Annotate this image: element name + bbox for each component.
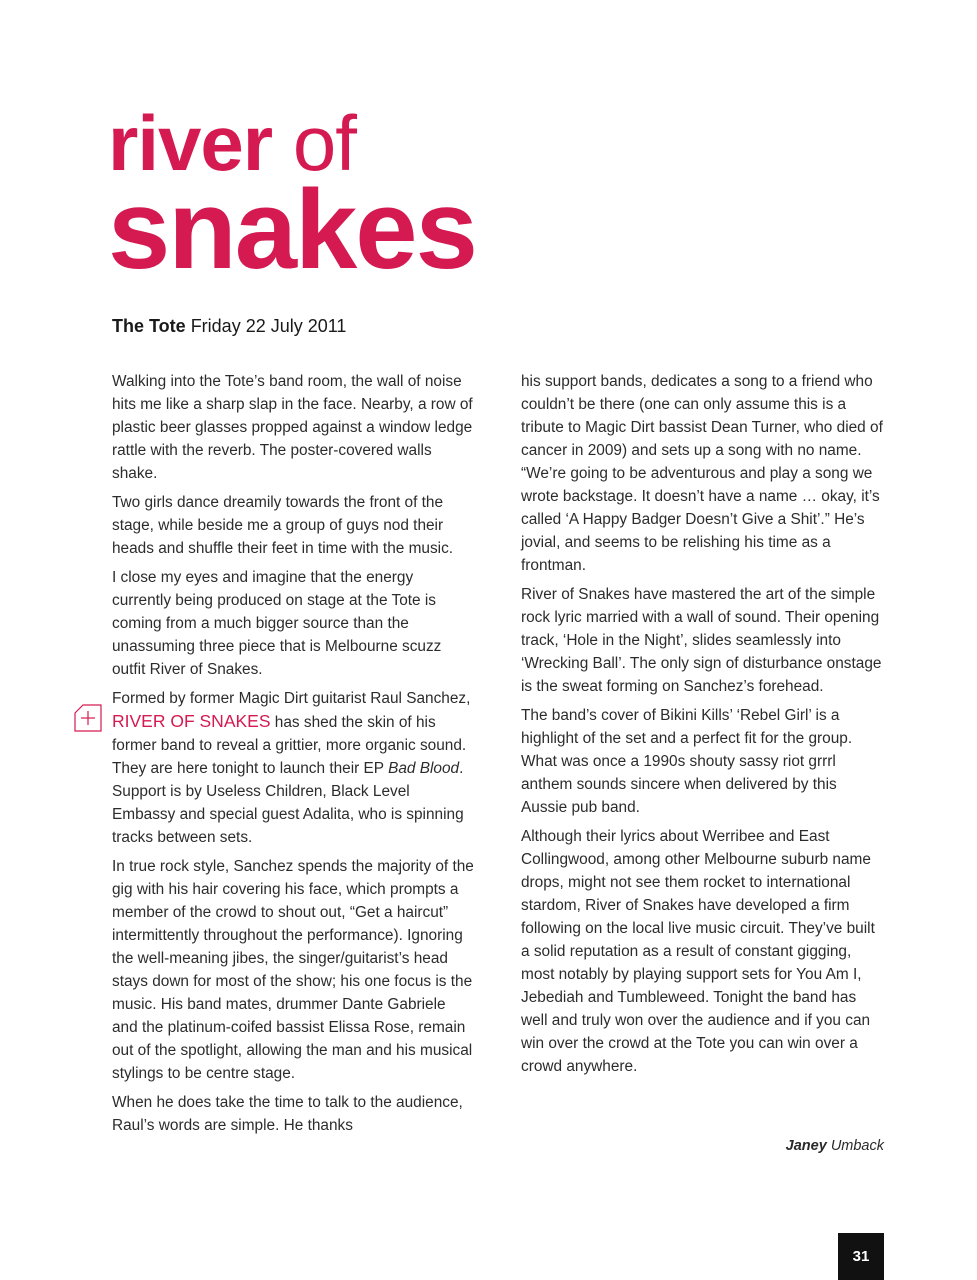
paragraph: In true rock style, Sanchez spends the majority of the gig with his hair covering his face, which prompts a member of the crowd to shout out, “Get a haircut” intermittently throughout the performance). Ignoring the well-meaning jibes, the singer/guitarist’s head stays down for most of the show; his one focus is the music. His band mates, drummer Dante Gabriele and the platinum-coifed bassist Elissa Rose, remain out of the spotlight, allowing the man and his musical stylings to be centre stage.: [112, 858, 474, 1082]
ep-title: Bad Blood: [388, 760, 460, 777]
paragraph: River of Snakes have mastered the art of the simple rock lyric married with a wall of sound. Their opening track, ‘Hole in the Night’, slides seamlessly into ‘Wrecking Ball’. The only sign of disturbance onstage is the sweat forming on Sanchez’s forehead.: [521, 586, 882, 695]
author-last-name: Umback: [830, 1138, 884, 1154]
plus-box-icon[interactable]: [74, 704, 102, 732]
paragraph: I close my eyes and imagine that the energy currently being produced on stage at the Tote is coming from a much bigger source than the unassuming three piece that is Melbourne scuzz outfit River of Snakes.: [112, 569, 442, 678]
left-column: [112, 370, 474, 1143]
article-title: [108, 99, 476, 292]
paragraph: Although their lyrics about Werribee and East Collingwood, among other Melbourne suburb name drops, might not see them rocket to international stardom, River of Snakes have developed a firm following on the local live music circuit. They’ve built a solid reputation as a result of constant gigging, most notably by playing support sets for You Am I, Jebediah and Tumbleweed. Tonight the band has well and truly won over the audience and if you can win over the crowd at the Tote you can win over a crowd anywhere.: [521, 828, 875, 1075]
band-name-highlight: RIVER OF SNAKES: [112, 711, 271, 731]
paragraph: Walking into the Tote’s band room, the wall of noise hits me like a sharp slap in the face. Nearby, a row of plastic beer glasses propped against a window ledge rattle with the reverb. The poster-covered walls shake.: [112, 373, 473, 482]
plus-box-icon-graphic: [74, 704, 102, 732]
paragraph: When he does take the time to talk to the audience, Raul’s words are simple. He thanks: [112, 1094, 463, 1134]
text-run: . Support is by Useless Children, Black Level Embassy and special guest Adalita, who is spinning tracks between sets.: [112, 760, 464, 846]
author-byline: [786, 1138, 884, 1154]
title-word-snakes: snakes: [108, 167, 476, 292]
title-word-river: river: [108, 99, 273, 187]
text-run: Formed by former Magic Dirt guitarist Raul Sanchez,: [112, 690, 471, 707]
venue-name: The Tote: [112, 316, 186, 336]
author-first-name: Janey: [785, 1138, 827, 1154]
gig-info: [112, 316, 346, 337]
paragraph: Two girls dance dreamily towards the front of the stage, while beside me a group of guys nod their heads and shuffle their feet in time with the music.: [112, 494, 454, 557]
gig-date: Friday 22 July 2011: [190, 316, 347, 336]
paragraph: his support bands, dedicates a song to a friend who couldn’t be there (one can only assume this is a tribute to Magic Dirt bassist Dean Turner, who died of cancer in 2009) and sets up a song with no name. “We’re going to be adventurous and play a song we wrote backstage. It doesn’t have a name … okay, it’s called ‘A Happy Badger Doesn’t Give a Shit’.” He’s jovial, and seems to be relishing his time as a frontman.: [521, 373, 883, 574]
title-word-of: of: [292, 99, 356, 187]
text-run: has shed the skin of his former band to reveal a grittier, more organic sound. They are here tonight to launch their EP: [112, 714, 467, 777]
page-number: 31: [838, 1233, 884, 1280]
right-column: [521, 370, 883, 1084]
paragraph: The band’s cover of Bikini Kills’ ‘Rebel Girl’ is a highlight of the set and a perfect fit for the group. What was once a 1990s shouty sassy riot grrrl anthem sounds sincere when delivered by this Aussie pub band.: [521, 707, 853, 816]
paragraph: [112, 687, 474, 849]
